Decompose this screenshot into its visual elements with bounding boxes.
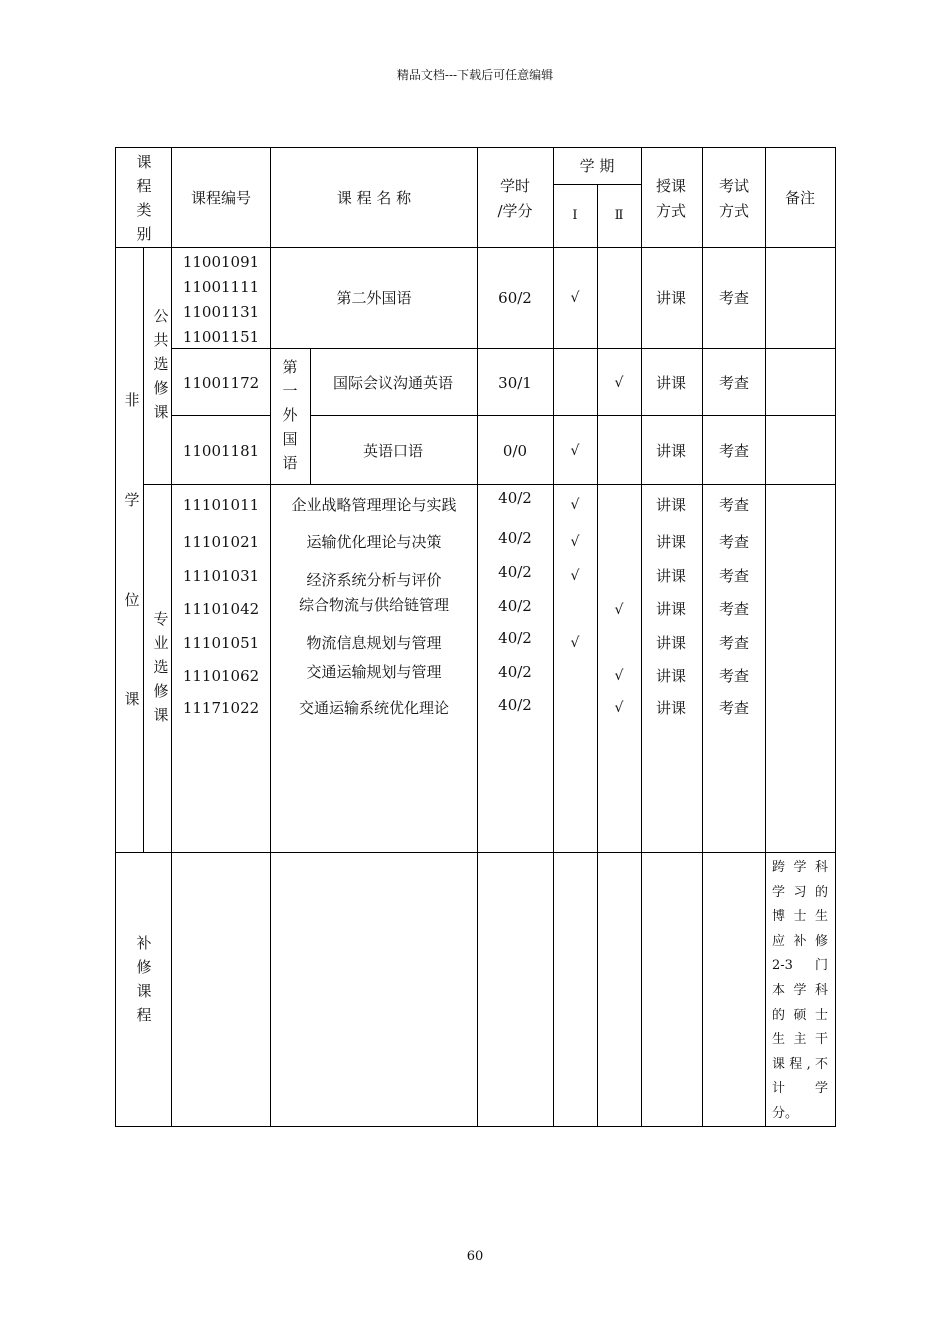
- course-hours: 40/2: [498, 563, 532, 581]
- teaching-method: 讲课: [655, 699, 687, 717]
- term2-check: √: [614, 375, 624, 391]
- course-code: 11101011: [182, 496, 260, 514]
- exam-method: 考查: [718, 699, 750, 717]
- teaching-method: 讲课: [655, 533, 687, 551]
- course-hours: 40/2: [498, 529, 532, 547]
- page-number: 60: [466, 1249, 484, 1264]
- course-name: 交通运输系统优化理论: [298, 699, 450, 717]
- teaching-method: 讲课: [655, 442, 687, 460]
- course-code: 11101042: [182, 600, 260, 618]
- teaching-method: 讲课: [655, 374, 687, 392]
- course-hours: 40/2: [498, 489, 532, 507]
- term1-check: √: [570, 568, 580, 584]
- header-term-2: Ⅱ: [614, 208, 624, 223]
- exam-method: 考查: [718, 442, 750, 460]
- teaching-method: 讲课: [655, 496, 687, 514]
- exam-method: 考查: [718, 289, 750, 307]
- group-non-degree-char: 位: [124, 591, 140, 609]
- course-name: 综合物流与供给链管理: [298, 596, 450, 614]
- course-name: 英语口语: [362, 442, 424, 460]
- teaching-method: 讲课: [655, 567, 687, 585]
- group-non-degree-char: 课: [124, 690, 140, 708]
- exam-method: 考查: [718, 567, 750, 585]
- supplementary-note: 跨学科 学习的 博士生 应补修 2-3 门 本学科 的硕士 生主干 课程,不 计 学 分。: [772, 860, 828, 1121]
- course-code: 11001091: [182, 253, 260, 271]
- group-public-elective: 公 共 选 修 课: [153, 307, 169, 421]
- exam-method: 考查: [718, 533, 750, 551]
- header-remarks: 备注: [784, 189, 816, 207]
- term2-check: √: [614, 668, 624, 684]
- course-hours: 40/2: [498, 597, 532, 615]
- course-hours: 60/2: [498, 289, 532, 307]
- header-hours-line1: 学时: [499, 177, 531, 195]
- group-non-degree-char: 非: [124, 391, 140, 409]
- course-hours: 40/2: [498, 696, 532, 714]
- term2-check: √: [614, 602, 624, 618]
- group-non-degree-char: 学: [124, 491, 140, 509]
- header-term: 学 期: [579, 157, 615, 175]
- exam-method: 考查: [718, 374, 750, 392]
- course-code: 11101051: [182, 634, 260, 652]
- course-code: 11101062: [182, 667, 260, 685]
- header-category: 课 程 类 别: [136, 153, 152, 243]
- teaching-method: 讲课: [655, 600, 687, 618]
- group-first-foreign-language: 第 一 外 国 语: [282, 358, 298, 472]
- course-code: 11001131: [182, 303, 260, 321]
- exam-method: 考查: [718, 667, 750, 685]
- teaching-method: 讲课: [655, 289, 687, 307]
- term1-check: √: [570, 497, 580, 513]
- course-name: 物流信息规划与管理: [306, 634, 442, 652]
- term1-check: √: [570, 635, 580, 651]
- course-hours: 30/1: [498, 374, 532, 392]
- course-hours: 40/2: [498, 629, 532, 647]
- term1-check: √: [570, 534, 580, 550]
- header-hours-line2: /学分: [497, 202, 533, 220]
- course-hours: 40/2: [498, 663, 532, 681]
- course-code: 11171022: [182, 699, 260, 717]
- course-code: 11001151: [182, 328, 260, 346]
- course-name: 交通运输规划与管理: [306, 663, 442, 681]
- term1-check: √: [570, 290, 580, 306]
- course-code: 11001111: [182, 278, 260, 296]
- group-supplementary: 补 修 课 程: [136, 934, 152, 1024]
- course-hours: 0/0: [502, 442, 528, 460]
- header-teaching-line1: 授课: [655, 177, 687, 195]
- header-exam-line1: 考试: [718, 177, 750, 195]
- page-header: 精品文档---下载后可任意编辑: [396, 68, 554, 82]
- course-code: 11001181: [182, 442, 260, 460]
- course-name: 国际会议沟通英语: [332, 374, 454, 392]
- course-code: 11101031: [182, 567, 260, 585]
- teaching-method: 讲课: [655, 667, 687, 685]
- course-code: 11001172: [182, 374, 260, 392]
- header-course-name: 课 程 名 称: [336, 189, 412, 207]
- header-course-code: 课程编号: [190, 189, 252, 207]
- header-teaching-line2: 方式: [655, 202, 687, 220]
- course-name: 运输优化理论与决策: [306, 533, 442, 551]
- teaching-method: 讲课: [655, 634, 687, 652]
- header-term-1: Ⅰ: [572, 208, 578, 223]
- course-code: 11101021: [182, 533, 260, 551]
- course-name: 经济系统分析与评价: [306, 571, 442, 589]
- header-exam-line2: 方式: [718, 202, 750, 220]
- term1-check: √: [570, 443, 580, 459]
- exam-method: 考查: [718, 634, 750, 652]
- group-professional-elective: 专 业 选 修 课: [153, 610, 169, 724]
- course-name: 第二外国语: [336, 289, 412, 307]
- term2-check: √: [614, 700, 624, 716]
- exam-method: 考查: [718, 600, 750, 618]
- exam-method: 考查: [718, 496, 750, 514]
- course-name: 企业战略管理理论与实践: [291, 496, 457, 514]
